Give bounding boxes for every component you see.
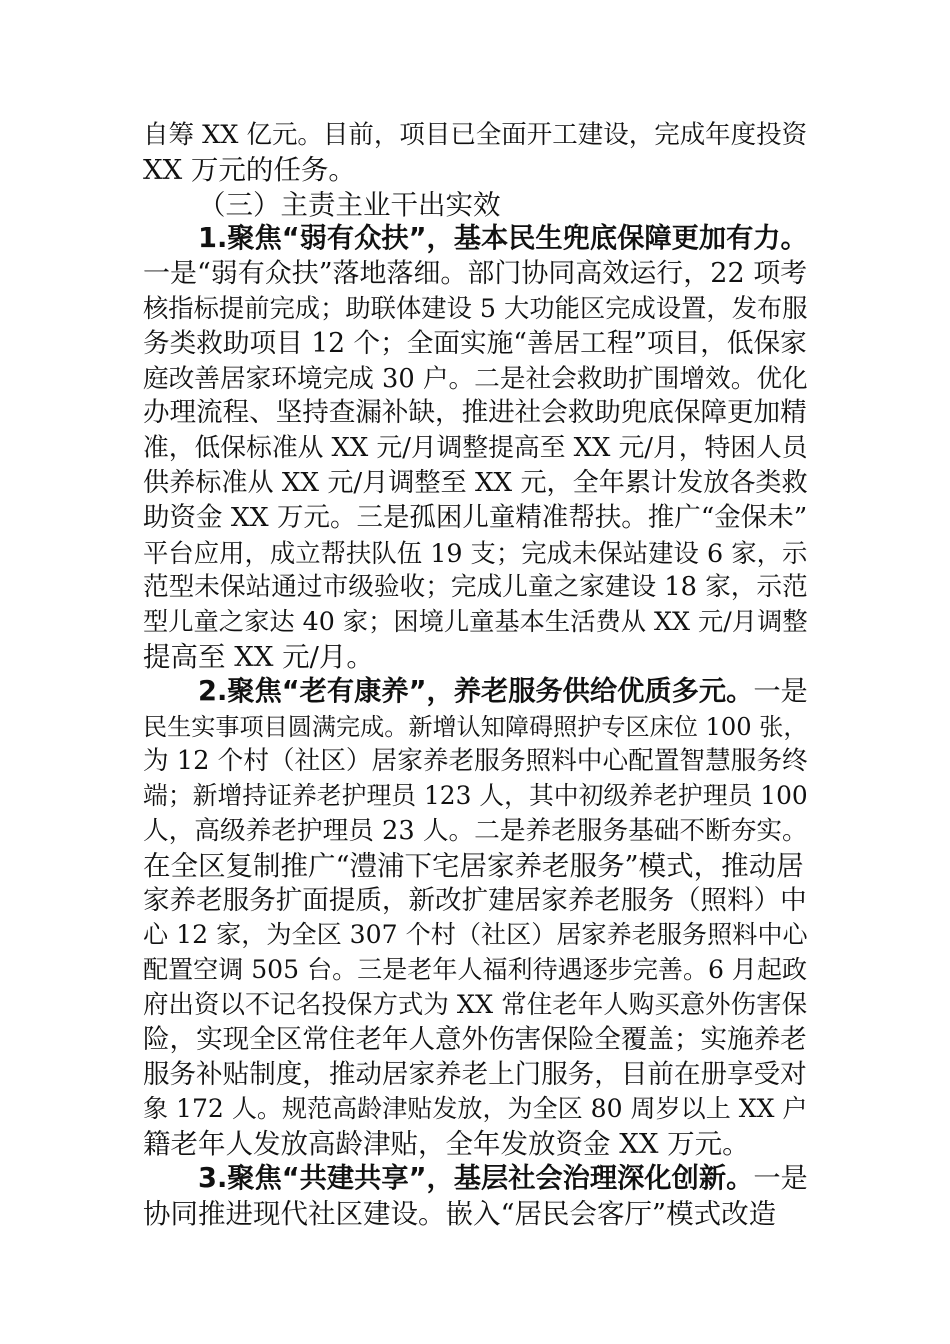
body-line: 准，低保标准从 XX 元/月调整提高至 XX 元/月，特困人员 <box>143 433 808 464</box>
section-heading: （三）主责主业干出实效 <box>198 188 501 221</box>
body-line: 庭改善居家环境完成 30 户。二是社会救助扩围增效。优化 <box>143 363 808 394</box>
body-line: 籍老年人发放高龄津贴，全年发放资金 XX 万元。 <box>143 1128 750 1161</box>
body-line: 为 12 个村（社区）居家养老服务照料中心配置智慧服务终 <box>143 746 808 777</box>
body-line: 型儿童之家达 40 家；困境儿童基本生活费从 XX 元/月调整 <box>143 607 808 637</box>
subsection-heading: 1.聚焦“弱有众扶”，基本民生兜底保障更加有力。 <box>198 223 808 255</box>
body-line: 核指标提前完成；助联体建设 5 大功能区完成设置，发布服 <box>143 293 808 323</box>
body-line: 象 172 人。规范高龄津贴发放，为全区 80 周岁以上 XX 户 <box>143 1094 808 1124</box>
body-text: 一是 <box>753 675 808 707</box>
body-line: 办理流程、坚持查漏补缺，推进社会救助兜底保障更加精 <box>143 397 807 429</box>
body-line: 险，实现全区常住老年人意外伤害保险全覆盖；实施养老 <box>143 1023 807 1055</box>
body-line: 服务补贴制度，推动居家养老上门服务，目前在册享受对 <box>143 1058 807 1090</box>
body-line: 府出资以不记名投保方式为 XX 常住老年人购买意外伤害保 <box>143 989 808 1020</box>
subsection-heading: 2.聚焦“老有康养”，养老服务供给优质多元。 <box>198 675 754 707</box>
subsection-heading-line <box>143 675 811 710</box>
body-line: 端；新增持证养老护理员 123 人，其中初级养老护理员 100 <box>143 781 808 811</box>
body-line: XX 万元的任务。 <box>143 153 356 186</box>
body-line: 范型未保站通过市级验收；完成儿童之家建设 18 家，示范 <box>143 572 808 603</box>
body-line: 一是“弱有众扶”落地落细。部门协同高效运行，22 项考 <box>143 258 808 290</box>
body-line: 务类救助项目 12 个；全面实施“善居工程”项目，低保家 <box>143 327 807 359</box>
body-line: 家养老服务扩面提质，新改扩建居家养老服务（照料）中 <box>143 884 807 916</box>
body-line: 自筹 XX 亿元。目前，项目已全面开工建设，完成年度投资 <box>143 120 808 150</box>
subsection-heading-line <box>143 1162 811 1197</box>
body-line: 提高至 XX 元/月。 <box>143 640 374 673</box>
body-text: 一是 <box>753 1162 808 1194</box>
body-line: 人，高级养老护理员 23 人。二是养老服务基础不断夯实。 <box>143 815 808 846</box>
body-line: 平台应用，成立帮扶队伍 19 支；完成未保站建设 6 家，示 <box>143 537 808 568</box>
body-line: 民生实事项目圆满完成。新增认知障碍照护专区床位 100 张， <box>143 712 808 741</box>
body-line: 供养标准从 XX 元/月调整至 XX 元，全年累计发放各类救 <box>143 467 808 498</box>
body-line: 协同推进现代社区建设。嵌入“居民会客厅”模式改造 <box>143 1197 777 1230</box>
body-line: 在全区复制推广“澧浦下宅居家养老服务”模式，推动居 <box>143 849 804 882</box>
body-line: 助资金 XX 万元。三是孤困儿童精准帮扶。推广“金保未” <box>143 501 808 533</box>
body-line: 心 12 家，为全区 307 个村（社区）居家养老服务照料中心 <box>143 920 808 950</box>
body-line: 配置空调 505 台。三是老年人福利待遇逐步完善。6 月起政 <box>143 955 808 985</box>
subsection-heading: 3.聚焦“共建共享”，基层社会治理深化创新。 <box>198 1162 754 1194</box>
document-page <box>143 118 811 1232</box>
